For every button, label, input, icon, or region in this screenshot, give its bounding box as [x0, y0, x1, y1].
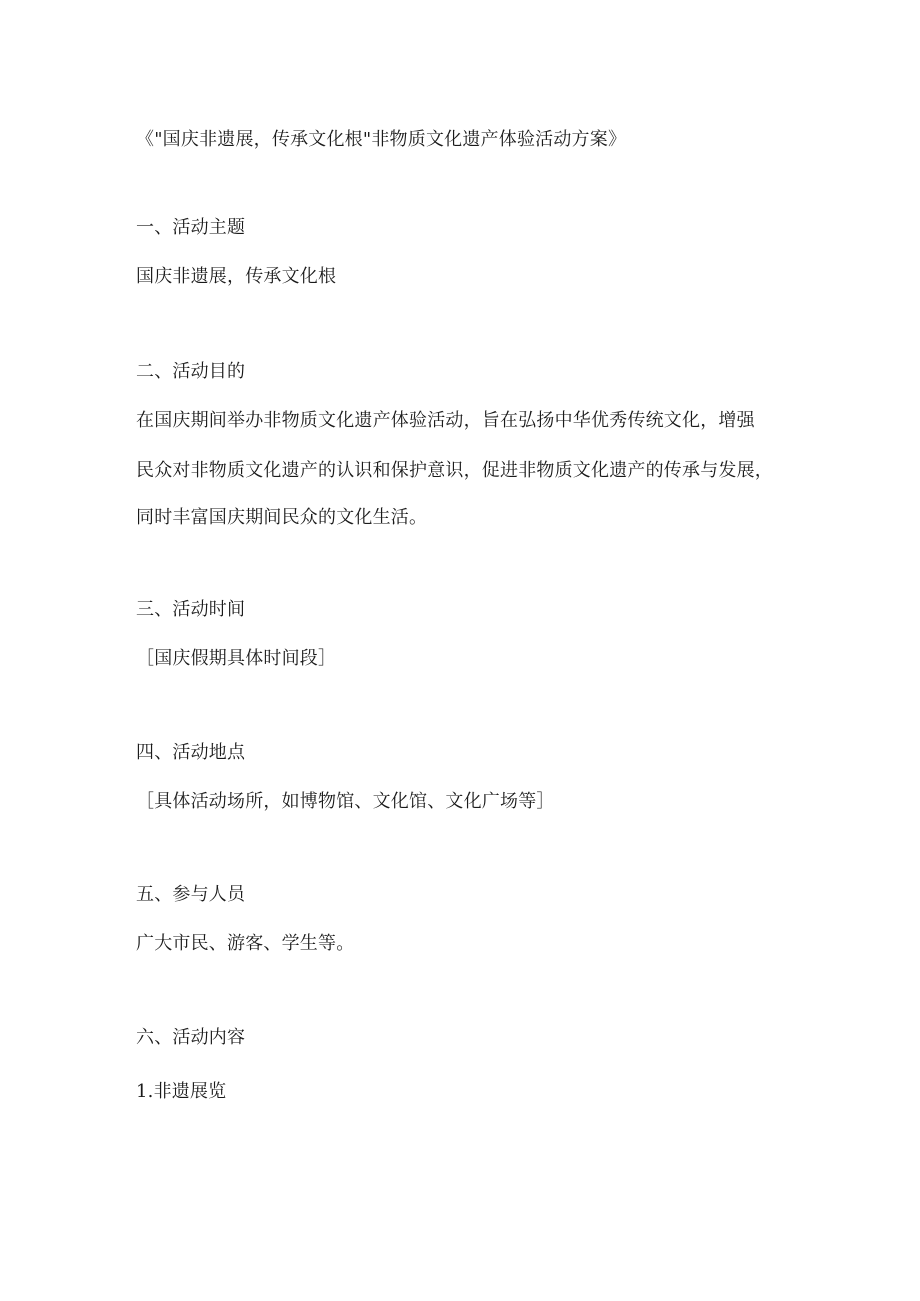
section-text-time: ［国庆假期具体时间段］	[136, 648, 337, 669]
section-heading-purpose: 二、活动目的	[136, 361, 246, 382]
section-heading-theme: 一、活动主题	[136, 217, 246, 238]
section-heading-time: 三、活动时间	[136, 599, 246, 620]
section-heading-content: 六、活动内容	[136, 1027, 246, 1048]
section-text-purpose-line-3: 同时丰富国庆期间民众的文化生活。	[136, 507, 428, 528]
section-text-purpose-line-2: 民众对非物质文化遗产的认识和保护意识，促进非物质文化遗产的传承与发展，	[136, 460, 773, 481]
section-text-purpose-line-1: 在国庆期间举办非物质文化遗产体验活动，旨在弘扬中华优秀传统文化，增强	[136, 410, 755, 431]
section-heading-participants: 五、参与人员	[136, 884, 246, 905]
section-text-participants: 广大市民、游客、学生等。	[136, 933, 355, 954]
document-title: 《"国庆非遗展，传承文化根"非物质文化遗产体验活动方案》	[136, 129, 627, 150]
section-text-location: ［具体活动场所，如博物馆、文化馆、文化广场等］	[136, 791, 555, 812]
section-heading-location: 四、活动地点	[136, 742, 246, 763]
section-text-theme: 国庆非遗展，传承文化根	[136, 266, 337, 287]
section-text-content-item-1: 1.非遗展览	[136, 1081, 227, 1102]
